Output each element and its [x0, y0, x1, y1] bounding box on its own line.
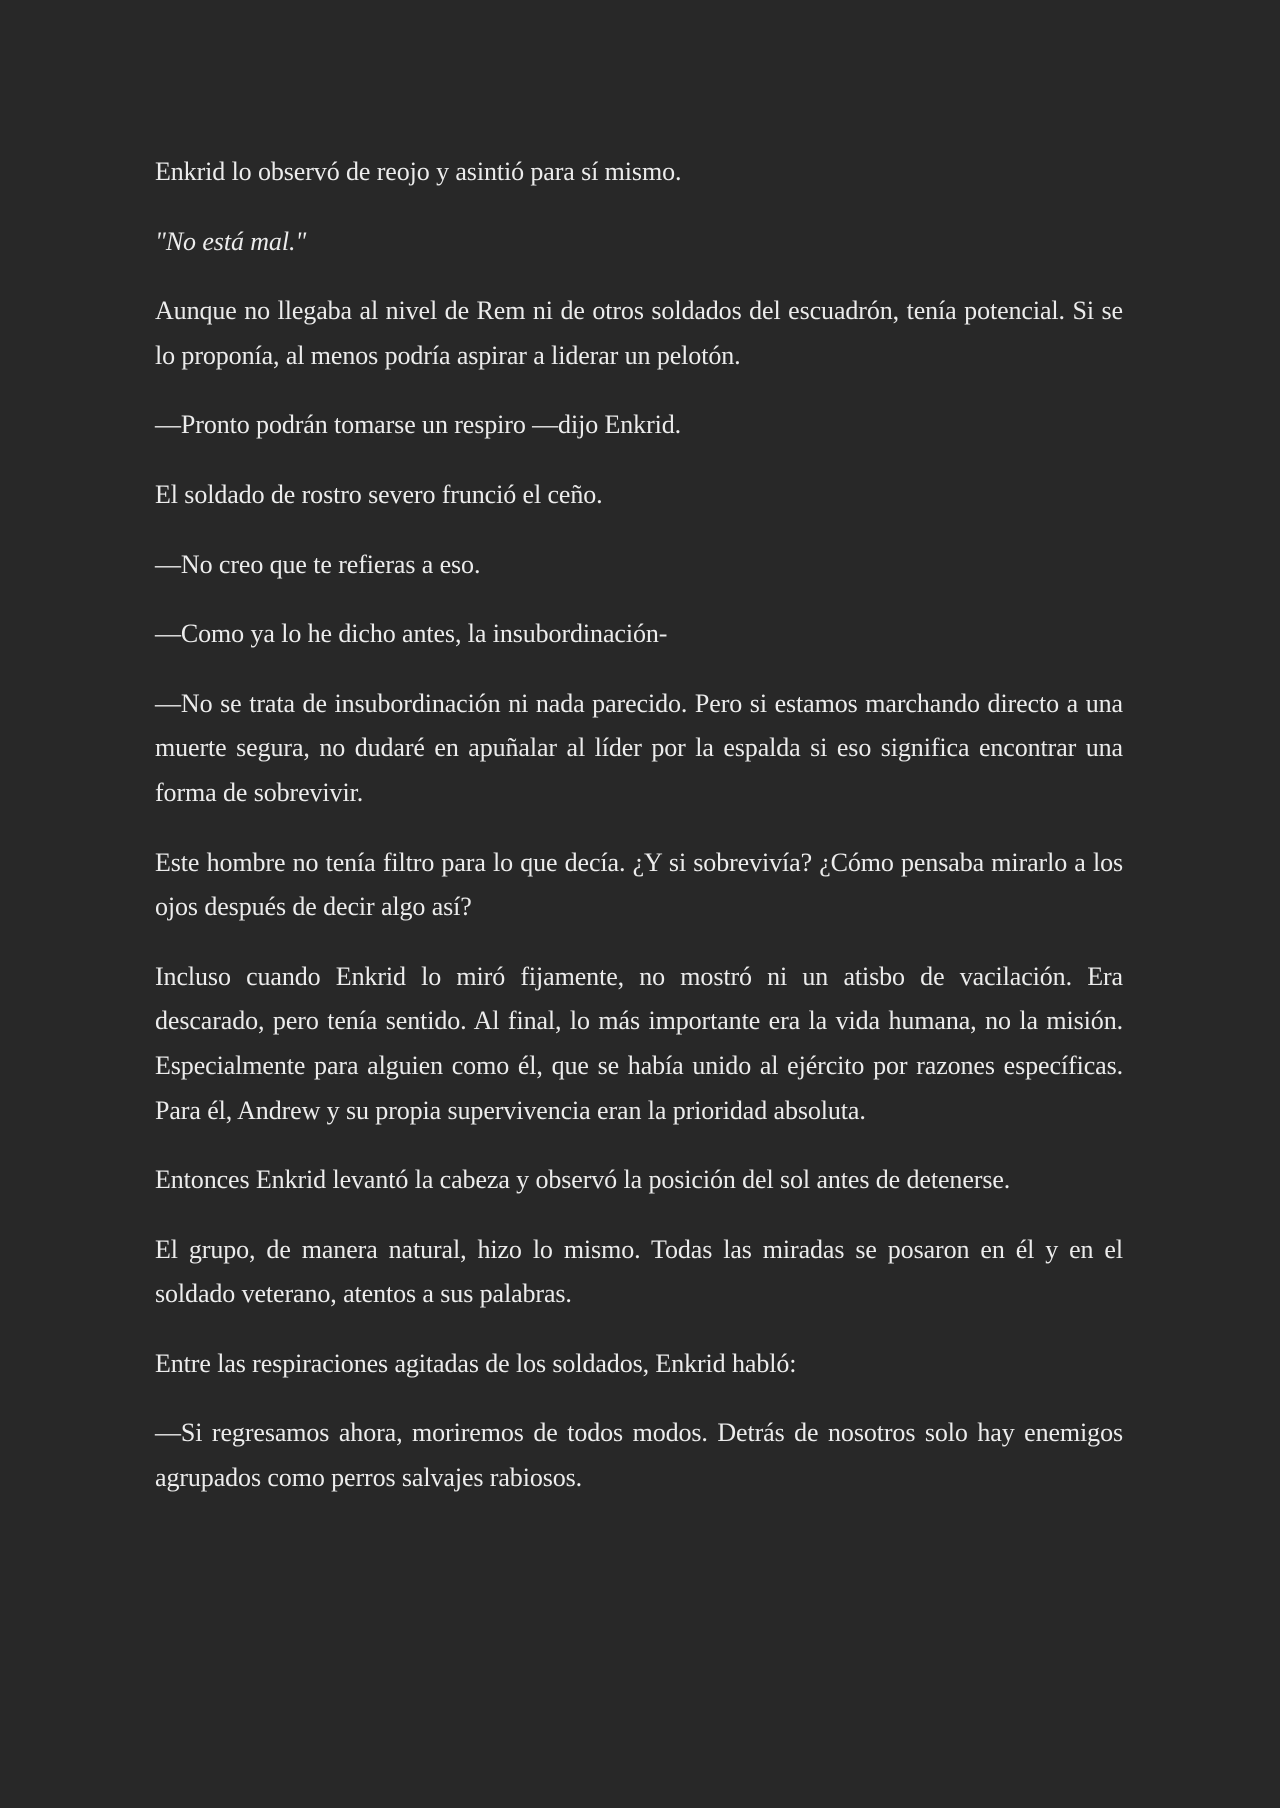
paragraph: Enkrid lo observó de reojo y asintió para sí mismo. — [155, 157, 682, 186]
reading-page — [155, 150, 1123, 1526]
paragraph: Aunque no llegaba al nivel de Rem ni de otros soldados del escuadrón, tenía potencial. Si se lo proponía, al menos podría aspirar a liderar un pelotón. — [155, 296, 1123, 370]
paragraph-dialogue: —Pronto podrán tomarse un respiro —dijo Enkrid. — [155, 410, 682, 440]
paragraph-dialogue: —No creo que te refieras a eso. — [155, 549, 481, 579]
paragraph: Incluso cuando Enkrid lo miró fijamente, no mostró ni un atisbo de vacilación. Era descarado, pero tenía sentido. Al final, lo más importante era la vida humana, no la misión. Especialmente para alguien como él, que se había unido al ejército por razones específicas. Para él, Andrew y su propia supervivencia eran la prioridad absoluta. — [155, 961, 1123, 1125]
paragraph: El soldado de rostro severo frunció el ceño. — [155, 479, 603, 509]
paragraph-dialogue: —No se trata de insubordinación ni nada parecido. Pero si estamos marchando directo a una muerte segura, no dudaré en apuñalar al líder por la espalda si eso significa encontrar una forma de sobrevivir. — [155, 688, 1123, 807]
paragraph-dialogue: —Como ya lo he dicho antes, la insubordinación- — [155, 619, 668, 649]
paragraph: Este hombre no tenía filtro para lo que decía. ¿Y si sobrevivía? ¿Cómo pensaba mirarlo a los ojos después de decir algo así? — [155, 847, 1123, 922]
paragraph-italic-thought: "No está mal." — [155, 226, 307, 256]
paragraph: El grupo, de manera natural, hizo lo mismo. Todas las miradas se posaron en él y en el soldado veterano, atentos a sus palabras. — [155, 1234, 1123, 1309]
paragraph-dialogue: —Si regresamos ahora, moriremos de todos modos. Detrás de nosotros solo hay enemigos agrupados como perros salvajes rabiosos. — [155, 1418, 1123, 1493]
paragraph: Entonces Enkrid levantó la cabeza y observó la posición del sol antes de detenerse. — [155, 1165, 1011, 1195]
paragraph: Entre las respiraciones agitadas de los soldados, Enkrid habló: — [155, 1348, 797, 1378]
